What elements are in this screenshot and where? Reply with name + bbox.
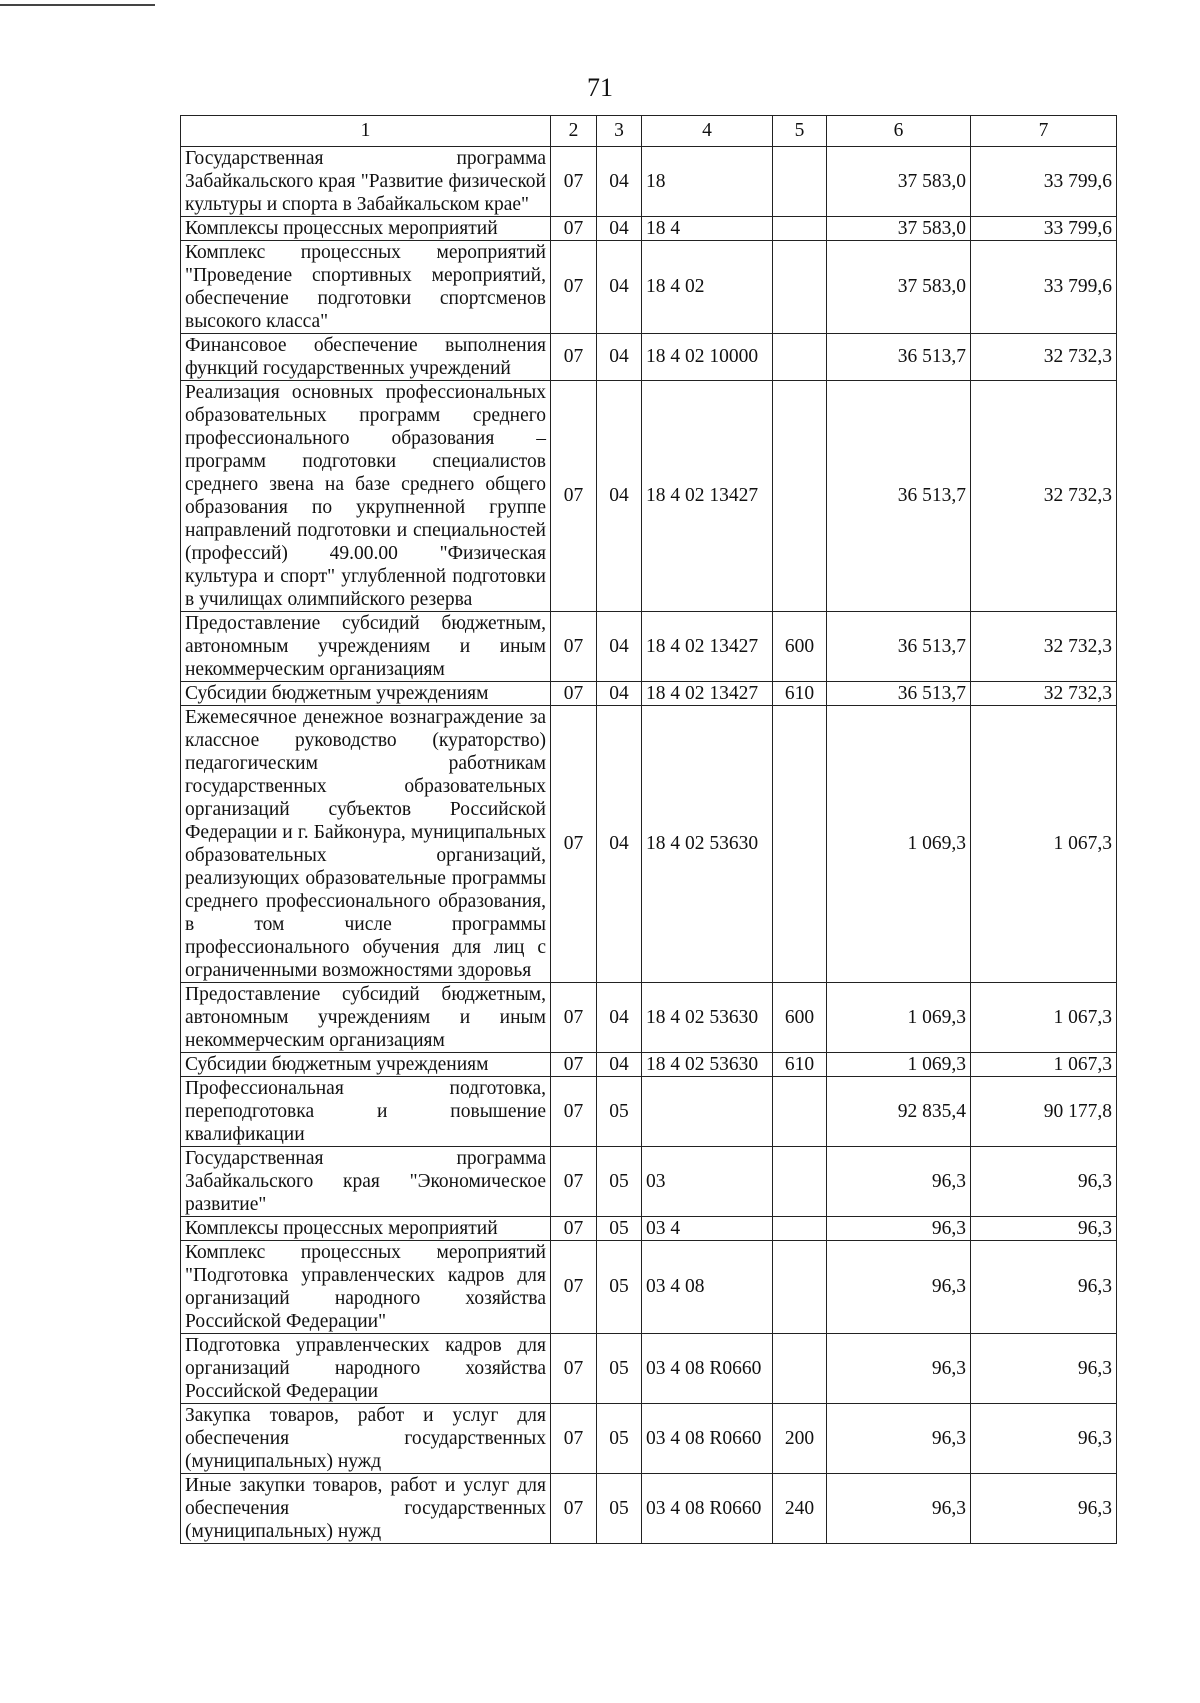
- row-target-article: 18 4 02 13427: [642, 612, 773, 682]
- scan-edge-line: [0, 4, 155, 6]
- row-subsection: 04: [597, 241, 642, 334]
- row-expense-type: [773, 147, 827, 217]
- header-col-1: 1: [181, 116, 551, 147]
- row-section: 07: [551, 334, 597, 381]
- table-row: [181, 1474, 1117, 1544]
- table-row: [181, 1147, 1117, 1217]
- row-expense-type: [773, 706, 827, 983]
- row-sum-year-1: 36 513,7: [827, 612, 971, 682]
- row-sum-year-2: 32 732,3: [971, 381, 1117, 612]
- page-number: 71: [587, 73, 613, 102]
- row-subsection: 04: [597, 381, 642, 612]
- row-section: 07: [551, 983, 597, 1053]
- header-col-7: 7: [971, 116, 1117, 147]
- row-sum-year-1: 36 513,7: [827, 381, 971, 612]
- row-sum-year-1: 96,3: [827, 1241, 971, 1334]
- row-name: Ежемесячное денежное вознаграждение за классное руководство (кураторство) педагогическим работникам государственных образовательных организаций субъектов Российской Федерации и г. Байконура, муниципальных образовательных организаций, реализующих образовательные программы среднего профессионального образования, в том числе программы профессионального обучения для лиц с ограниченными возможностями здоровья: [181, 706, 551, 983]
- row-expense-type: [773, 241, 827, 334]
- row-name: Комплекс процессных мероприятий "Подготовка управленческих кадров для организаций народного хозяйства Российской Федерации": [181, 1241, 551, 1334]
- table-row: [181, 1053, 1117, 1077]
- row-subsection: 05: [597, 1077, 642, 1147]
- row-name: Комплексы процессных мероприятий: [181, 1217, 551, 1241]
- row-target-article: 18 4 02 10000: [642, 334, 773, 381]
- row-section: 07: [551, 612, 597, 682]
- row-sum-year-1: 1 069,3: [827, 983, 971, 1053]
- row-name: Закупка товаров, работ и услуг для обеспечения государственных (муниципальных) нужд: [181, 1404, 551, 1474]
- row-subsection: 05: [597, 1217, 642, 1241]
- row-target-article: 18 4 02 53630: [642, 1053, 773, 1077]
- row-section: 07: [551, 1404, 597, 1474]
- row-subsection: 04: [597, 612, 642, 682]
- row-name: Комплекс процессных мероприятий "Проведение спортивных мероприятий, обеспечение подготовки спортсменов высокого класса": [181, 241, 551, 334]
- row-subsection: 04: [597, 706, 642, 983]
- row-expense-type: [773, 381, 827, 612]
- row-subsection: 04: [597, 1053, 642, 1077]
- table-row: [181, 334, 1117, 381]
- row-subsection: 05: [597, 1241, 642, 1334]
- row-sum-year-2: 1 067,3: [971, 1053, 1117, 1077]
- row-subsection: 04: [597, 217, 642, 241]
- row-expense-type: [773, 334, 827, 381]
- row-sum-year-2: 96,3: [971, 1474, 1117, 1544]
- row-sum-year-1: 1 069,3: [827, 1053, 971, 1077]
- row-name: Государственная программа Забайкальского края "Развитие физической культуры и спорта в Забайкальском крае": [181, 147, 551, 217]
- row-sum-year-2: 1 067,3: [971, 706, 1117, 983]
- header-col-4: 4: [642, 116, 773, 147]
- table-header-row: [181, 116, 1117, 147]
- row-sum-year-2: 96,3: [971, 1217, 1117, 1241]
- row-target-article: 18 4 02 53630: [642, 983, 773, 1053]
- row-target-article: 03 4 08: [642, 1241, 773, 1334]
- row-sum-year-2: 1 067,3: [971, 983, 1117, 1053]
- row-name: Иные закупки товаров, работ и услуг для обеспечения государственных (муниципальных) нужд: [181, 1474, 551, 1544]
- row-section: 07: [551, 1147, 597, 1217]
- row-sum-year-2: 32 732,3: [971, 682, 1117, 706]
- row-section: 07: [551, 381, 597, 612]
- row-expense-type: 600: [773, 612, 827, 682]
- row-section: 07: [551, 1053, 597, 1077]
- row-sum-year-2: 33 799,6: [971, 147, 1117, 217]
- row-section: 07: [551, 147, 597, 217]
- row-section: 07: [551, 1474, 597, 1544]
- row-sum-year-2: 33 799,6: [971, 217, 1117, 241]
- row-subsection: 05: [597, 1334, 642, 1404]
- row-target-article: 18 4 02 53630: [642, 706, 773, 983]
- table-row: [181, 381, 1117, 612]
- table-row: [181, 1241, 1117, 1334]
- row-section: 07: [551, 1077, 597, 1147]
- row-subsection: 04: [597, 147, 642, 217]
- row-target-article: 18 4: [642, 217, 773, 241]
- row-section: 07: [551, 1334, 597, 1404]
- row-target-article: 03 4 08 R0660: [642, 1404, 773, 1474]
- row-expense-type: 600: [773, 983, 827, 1053]
- row-sum-year-1: 92 835,4: [827, 1077, 971, 1147]
- row-expense-type: [773, 1147, 827, 1217]
- row-name: Финансовое обеспечение выполнения функций государственных учреждений: [181, 334, 551, 381]
- row-name: Реализация основных профессиональных образовательных программ среднего профессионального образования – программ подготовки специалистов среднего звена на базе среднего общего образования по укрупненной группе направлений подготовки и специальностей (профессий) 49.00.00 "Физическая культура и спорт" углубленной подготовки в училищах олимпийского резерва: [181, 381, 551, 612]
- row-sum-year-1: 96,3: [827, 1474, 971, 1544]
- row-expense-type: [773, 1077, 827, 1147]
- row-section: 07: [551, 241, 597, 334]
- row-name: Субсидии бюджетным учреждениям: [181, 1053, 551, 1077]
- row-expense-type: 610: [773, 682, 827, 706]
- row-name: Подготовка управленческих кадров для организаций народного хозяйства Российской Федерации: [181, 1334, 551, 1404]
- row-target-article: [642, 1077, 773, 1147]
- header-col-2: 2: [551, 116, 597, 147]
- table-row: [181, 1217, 1117, 1241]
- row-target-article: 03 4 08 R0660: [642, 1334, 773, 1404]
- table-body: [181, 147, 1117, 1544]
- table-row: [181, 1334, 1117, 1404]
- row-subsection: 04: [597, 983, 642, 1053]
- row-target-article: 03 4: [642, 1217, 773, 1241]
- row-expense-type: [773, 217, 827, 241]
- row-sum-year-1: 96,3: [827, 1217, 971, 1241]
- row-target-article: 18: [642, 147, 773, 217]
- header-col-3: 3: [597, 116, 642, 147]
- row-target-article: 03 4 08 R0660: [642, 1474, 773, 1544]
- row-name: Профессиональная подготовка, переподготовка и повышение квалификации: [181, 1077, 551, 1147]
- row-target-article: 03: [642, 1147, 773, 1217]
- row-section: 07: [551, 682, 597, 706]
- row-expense-type: [773, 1217, 827, 1241]
- row-name: Субсидии бюджетным учреждениям: [181, 682, 551, 706]
- row-expense-type: 240: [773, 1474, 827, 1544]
- row-sum-year-1: 37 583,0: [827, 217, 971, 241]
- row-section: 07: [551, 217, 597, 241]
- row-subsection: 04: [597, 682, 642, 706]
- row-sum-year-2: 32 732,3: [971, 334, 1117, 381]
- header-col-6: 6: [827, 116, 971, 147]
- row-sum-year-2: 96,3: [971, 1334, 1117, 1404]
- row-section: 07: [551, 1217, 597, 1241]
- row-sum-year-1: 36 513,7: [827, 682, 971, 706]
- row-subsection: 05: [597, 1474, 642, 1544]
- table-row: [181, 706, 1117, 983]
- row-name: Предоставление субсидий бюджетным, автономным учреждениям и иным некоммерческим организациям: [181, 612, 551, 682]
- budget-table: [180, 115, 1117, 1544]
- row-sum-year-2: 32 732,3: [971, 612, 1117, 682]
- table-row: [181, 682, 1117, 706]
- row-sum-year-2: 96,3: [971, 1404, 1117, 1474]
- table-row: [181, 983, 1117, 1053]
- row-sum-year-1: 96,3: [827, 1147, 971, 1217]
- header-col-5: 5: [773, 116, 827, 147]
- row-sum-year-1: 36 513,7: [827, 334, 971, 381]
- table-row: [181, 612, 1117, 682]
- table-row: [181, 241, 1117, 334]
- row-sum-year-1: 96,3: [827, 1404, 971, 1474]
- row-expense-type: 200: [773, 1404, 827, 1474]
- row-section: 07: [551, 1241, 597, 1334]
- row-expense-type: 610: [773, 1053, 827, 1077]
- row-section: 07: [551, 706, 597, 983]
- row-name: Государственная программа Забайкальского края "Экономическое развитие": [181, 1147, 551, 1217]
- table-row: [181, 1404, 1117, 1474]
- row-target-article: 18 4 02 13427: [642, 682, 773, 706]
- table-row: [181, 147, 1117, 217]
- row-expense-type: [773, 1334, 827, 1404]
- row-name: Комплексы процессных мероприятий: [181, 217, 551, 241]
- row-sum-year-1: 96,3: [827, 1334, 971, 1404]
- row-name: Предоставление субсидий бюджетным, автономным учреждениям и иным некоммерческим организациям: [181, 983, 551, 1053]
- table-row: [181, 217, 1117, 241]
- row-sum-year-1: 37 583,0: [827, 147, 971, 217]
- row-sum-year-2: 96,3: [971, 1147, 1117, 1217]
- row-subsection: 04: [597, 334, 642, 381]
- row-sum-year-2: 33 799,6: [971, 241, 1117, 334]
- row-sum-year-2: 96,3: [971, 1241, 1117, 1334]
- row-expense-type: [773, 1241, 827, 1334]
- row-target-article: 18 4 02 13427: [642, 381, 773, 612]
- row-subsection: 05: [597, 1404, 642, 1474]
- row-subsection: 05: [597, 1147, 642, 1217]
- row-target-article: 18 4 02: [642, 241, 773, 334]
- row-sum-year-1: 1 069,3: [827, 706, 971, 983]
- row-sum-year-2: 90 177,8: [971, 1077, 1117, 1147]
- table-row: [181, 1077, 1117, 1147]
- row-sum-year-1: 37 583,0: [827, 241, 971, 334]
